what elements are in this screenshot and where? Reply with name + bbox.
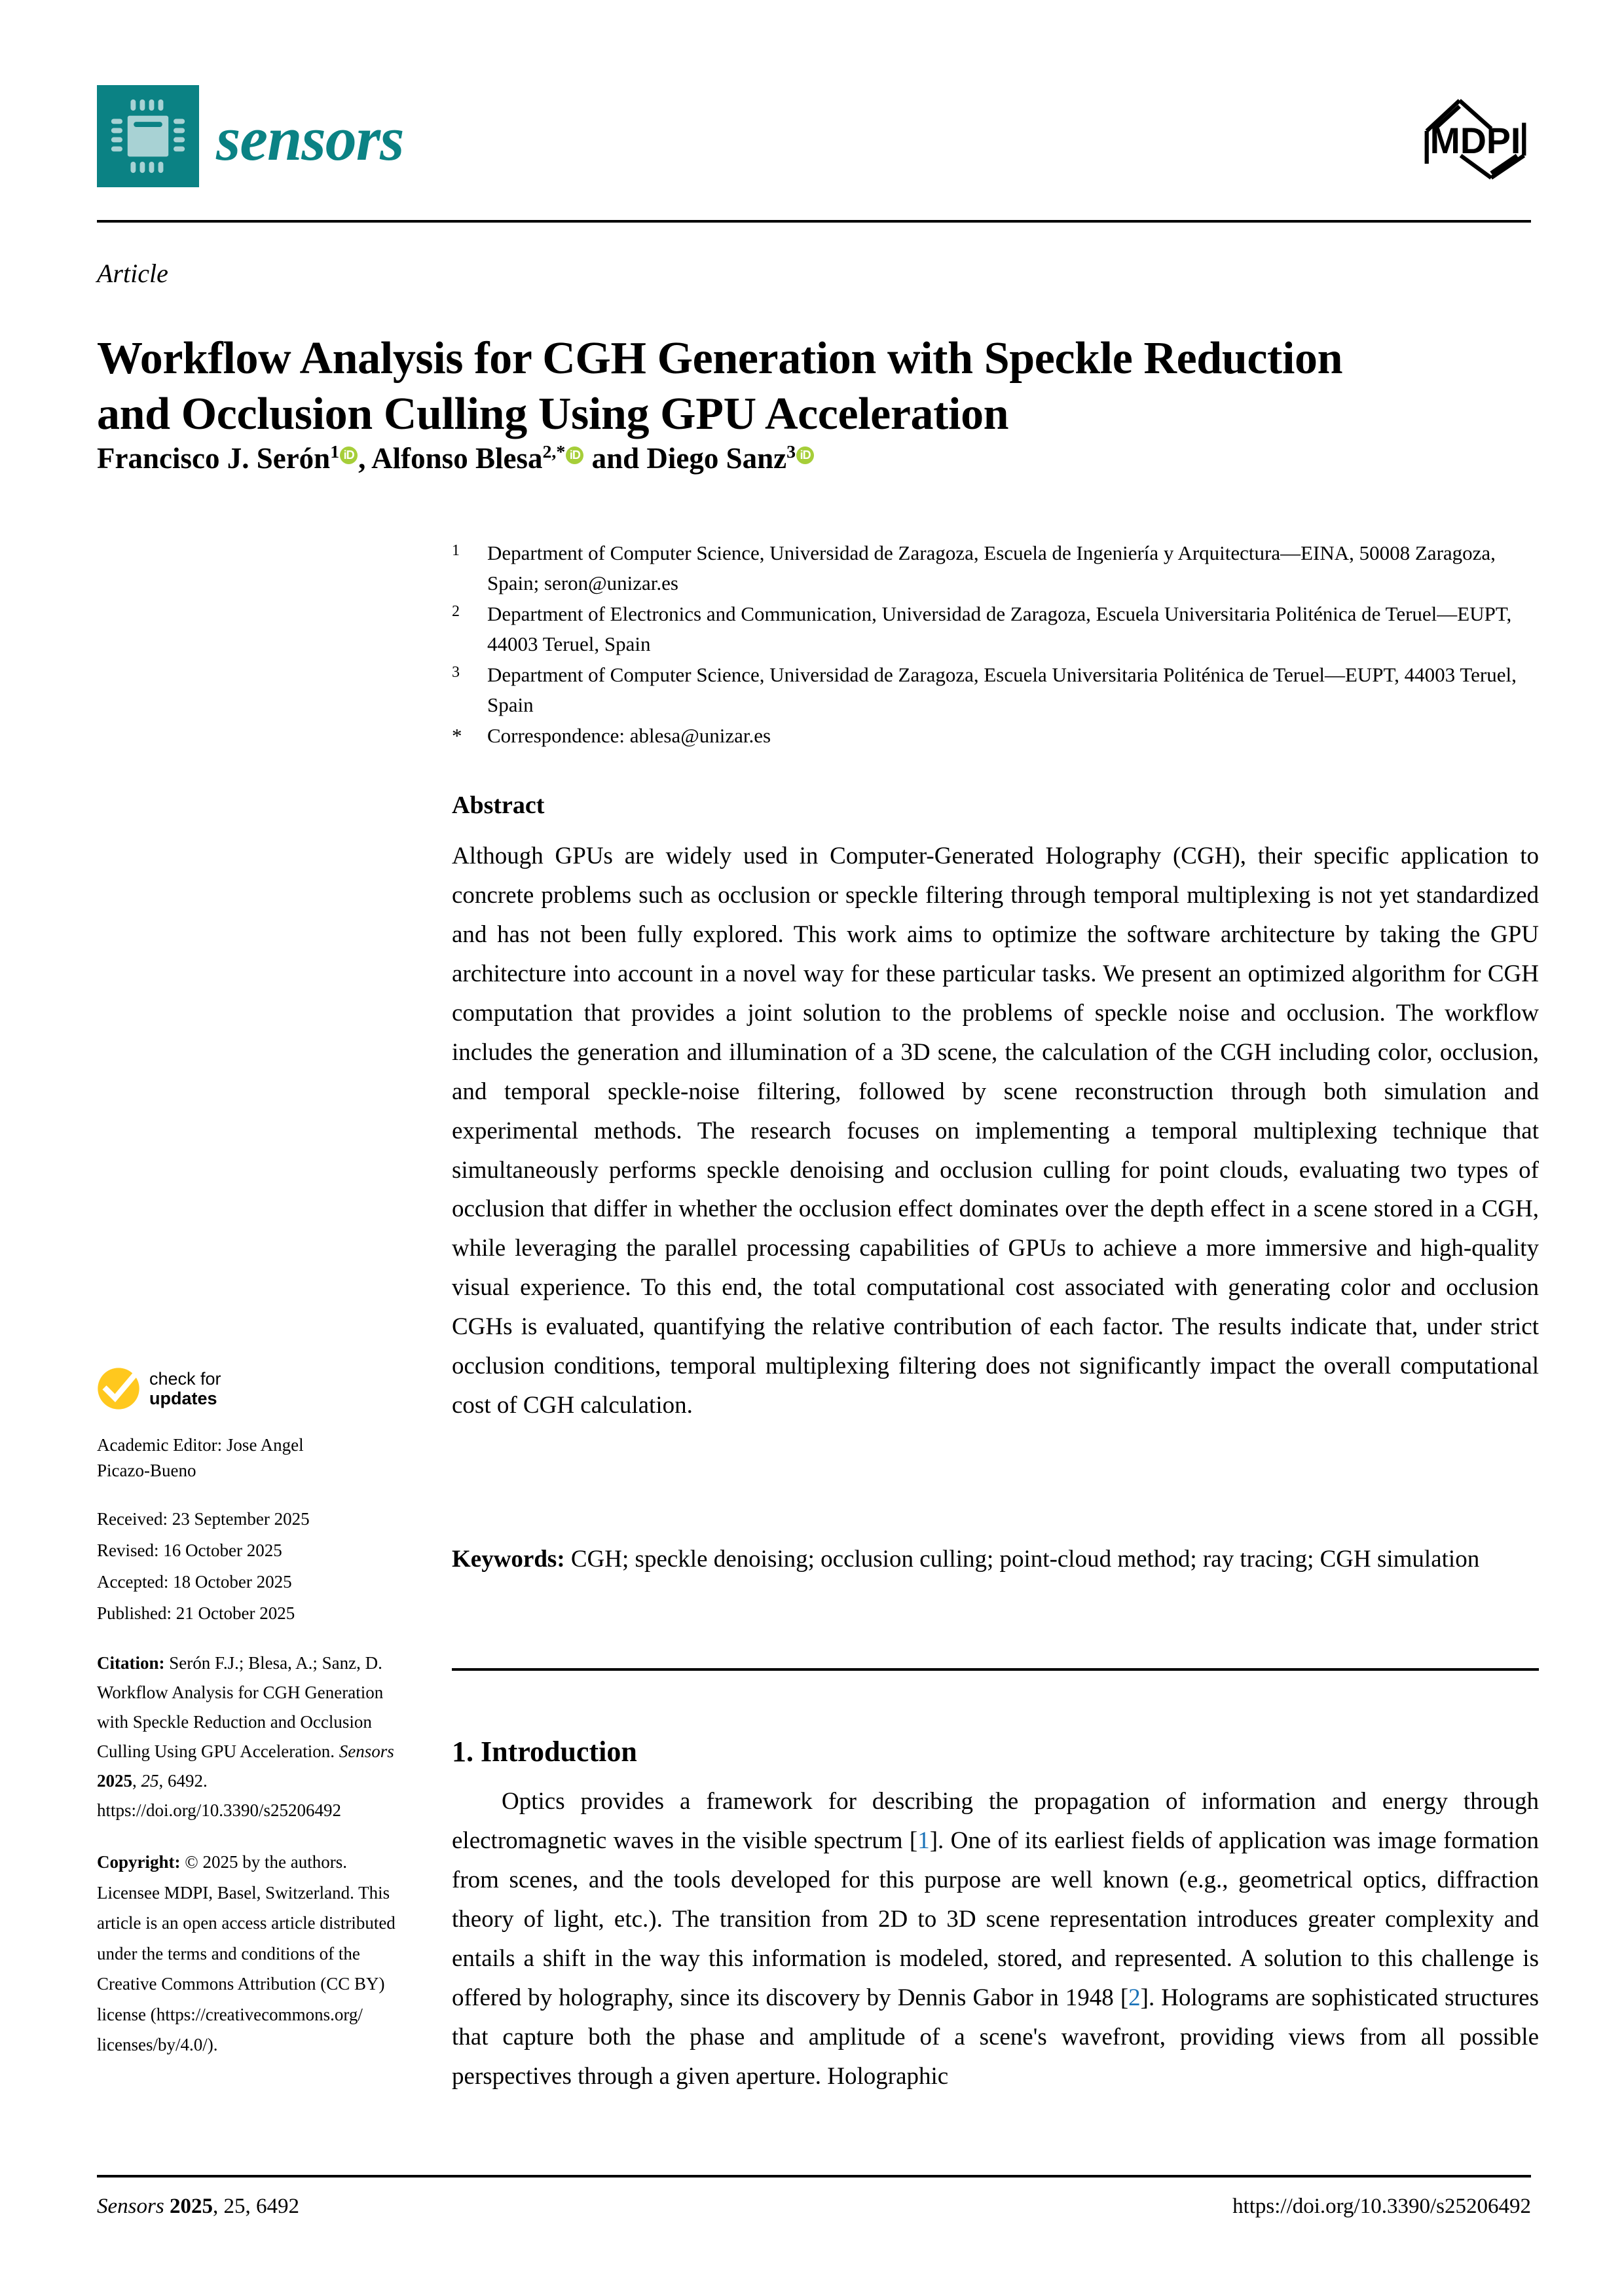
affiliations (452, 538, 1539, 752)
date-received: Received: 23 September 2025 (97, 1509, 310, 1529)
keywords-list: CGH; speckle denoising; occlusion culling; point-cloud method; ray tracing; CGH simulation (570, 1546, 1480, 1573)
article-type-label: Article (97, 259, 168, 288)
author-1-affiliation-mark: 1 (330, 442, 340, 462)
journal-title: sensors (216, 103, 404, 173)
abstract-heading: Abstract (452, 792, 545, 819)
affiliation-text: Department of Computer Science, Universidad de Zaragoza, Escuela de Ingeniería y Arquitectura—EINA, 50008 Zaragoza, Spain; seron@unizar.es (487, 541, 1496, 594)
title-line-1: Workflow Analysis for CGH Generation with Speckle Reduction (97, 333, 1343, 384)
author-1-name: Francisco J. Serón (97, 442, 331, 475)
academic-editor (97, 1432, 405, 1484)
correspondence-text: Correspondence: ablesa@unizar.es (487, 724, 771, 748)
citation-block: Citation: Serón F.J.; Blesa, A.; Sanz, D. Workflow Analysis for CGH Generation with Speckle Reduction and Occlusion Culling Using GPU Acceleration. Sensors 2025, 25, 6492. https://doi.org/10.3390/s25206492 (97, 1653, 394, 1820)
footer-article-number: 6492 (255, 2195, 299, 2218)
publication-dates (97, 1503, 405, 1629)
svg-text:MDPI: MDPI (1430, 120, 1521, 162)
citation-journal: Sensors (339, 1741, 394, 1761)
mdpi-logo[interactable] (1420, 89, 1531, 185)
intro-part-1: Optics provides a framework for describing the propagation of information and energy through electromagnetic waves in the visible spectrum [ (452, 1788, 1539, 1854)
author-3-name: and Diego Sanz (591, 442, 787, 475)
affiliation-mark: 2 (452, 603, 460, 621)
microchip-icon (97, 85, 199, 187)
introduction-text (452, 1782, 1539, 2096)
title-line-2: and Occlusion Culling Using GPU Acceleration (97, 389, 1009, 440)
date-accepted: Accepted: 18 October 2025 (97, 1572, 292, 1592)
check-for-updates-label (149, 1369, 221, 1408)
keywords (452, 1540, 1539, 1578)
citation-doi[interactable]: https://doi.org/10.3390/s25206492 (97, 1800, 342, 1820)
intro-part-3: ]. Holograms are sophisticated structures that capture both the phase and amplitude of a scene's wavefront, providing views from all possible perspectives through a given aperture. Holographic (452, 1984, 1539, 2090)
section-heading-introduction: 1. Introduction (452, 1736, 637, 1768)
date-revised: Revised: 16 October 2025 (97, 1540, 282, 1561)
introduction-divider (452, 1668, 1539, 1671)
affiliation-mark: 3 (452, 664, 460, 682)
citation-ref-1[interactable]: 1 (917, 1827, 930, 1854)
citation-label: Citation: (97, 1653, 165, 1673)
affiliation-text: Department of Computer Science, Universidad de Zaragoza, Escuela Universitaria Politénica de Teruel—EUPT, 44003 Teruel, Spain (487, 663, 1517, 716)
copyright-text: © 2025 by the authors. Licensee MDPI, Basel, Switzerland. This article is an open access article distributed under the terms and conditions of the Creative Commons Attribution (CC BY) license (https://creativecommons.org/ licenses/by/4.0/). (97, 1852, 396, 2054)
page-title (97, 331, 1538, 443)
header-divider (97, 220, 1531, 223)
affiliation-text: Department of Electronics and Communication, Universidad de Zaragoza, Escuela Universitaria Politénica de Teruel—EUPT, 44003 Teruel, Spain (487, 602, 1512, 655)
citation-article-number: 6492. (168, 1770, 208, 1791)
citation-year: 2025 (97, 1770, 132, 1791)
author-2-affiliation-mark: 2,* (542, 442, 566, 462)
affiliation-row (452, 660, 1539, 720)
copyright-block (97, 1847, 405, 2060)
keywords-label: Keywords: (452, 1546, 565, 1573)
citation-ref-2[interactable]: 2 (1128, 1984, 1141, 2011)
author-2-name: , Alfonso Blesa (358, 442, 543, 475)
check-for-updates-badge[interactable] (97, 1367, 405, 1410)
footer-journal: Sensors (97, 2195, 164, 2218)
footer-citation: Sensors 2025, 25, 6492 (97, 2195, 299, 2218)
citation-authors: Serón F.J.; Blesa, A.; Sanz, D. (169, 1653, 382, 1673)
citation-title: Workflow Analysis for CGH Generation with Speckle Reduction and Occlusion Culling Using GPU Acceleration. (97, 1683, 384, 1761)
cfu-line-1: check for (149, 1368, 221, 1389)
page-footer (97, 2195, 1531, 2219)
footer-divider (97, 2175, 1531, 2178)
correspondence-mark: * (452, 724, 462, 748)
abstract-text: Although GPUs are widely used in Computer-Generated Holography (CGH), their specific application to concrete problems such as occlusion or speckle filtering through temporal multiplexing is not yet standardized and has not been fully explored. This work aims to optimize the software architecture by taking the GPU architecture into account in a novel way for these particular tasks. We present an optimized algorithm for CGH computation that provides a joint solution to the problems of speckle noise and occlusion. The workflow includes the generation and illumination of a 3D scene, the calculation of the CGH including color, occlusion, and temporal speckle-noise filtering, followed by scene reconstruction through both simulation and experimental methods. The research focuses on implementing a temporal multiplexing technique that simultaneously performs speckle denoising and occlusion culling for point clouds, evaluating two types of occlusion that differ in whether the occlusion effect dominates over the depth effect in a scene stored in a CGH, while leveraging the parallel processing capabilities of GPUs to achieve a more immersive and high-quality visual experience. To this end, the total computational cost associated with generating color and occlusion CGHs is evaluated, quantifying the relative contribution of each factor. The results indicate that, under strict occlusion conditions, temporal multiplexing filtering does not significantly impact the overall computational cost of CGH calculation. (452, 843, 1539, 1419)
footer-volume: 25 (223, 2195, 246, 2218)
affiliation-row (452, 538, 1539, 598)
academic-editor-line-2: Picazo-Bueno (97, 1461, 196, 1481)
academic-editor-line-1: Academic Editor: Jose Angel (97, 1435, 304, 1455)
affiliation-row (452, 599, 1539, 659)
footer-doi[interactable]: https://doi.org/10.3390/s25206492 (1232, 2195, 1531, 2218)
date-published: Published: 21 October 2025 (97, 1603, 295, 1624)
cfu-line-2: updates (149, 1389, 217, 1408)
masthead (97, 85, 1531, 203)
check-circle-icon (97, 1367, 140, 1410)
author-list (97, 440, 1538, 477)
correspondence-row (452, 721, 1539, 751)
intro-part-2: ]. One of its earliest fields of application was image formation from scenes, and the tools developed for this purpose are well known (e.g., geometrical optics, diffraction theory of light, etc.). The transition from 2D to 3D scene representation introduces greater complexity and entails a shift in the way this information is modeled, stored, and represented. A solution to this challenge is offered by holography, since its discovery by Dennis Gabor in 1948 [ (452, 1827, 1539, 2011)
orcid-icon[interactable]: iD (566, 446, 583, 464)
copyright-label: Copyright: (97, 1852, 181, 1872)
citation-volume: 25 (141, 1770, 159, 1791)
footer-year: 2025 (169, 2195, 213, 2218)
journal-brand[interactable] (97, 85, 403, 187)
orcid-icon[interactable]: iD (340, 446, 358, 464)
affiliation-mark: 1 (452, 542, 460, 559)
sidebar (97, 1367, 405, 2079)
author-3-affiliation-mark: 3 (786, 442, 796, 462)
orcid-icon[interactable]: iD (796, 446, 814, 464)
